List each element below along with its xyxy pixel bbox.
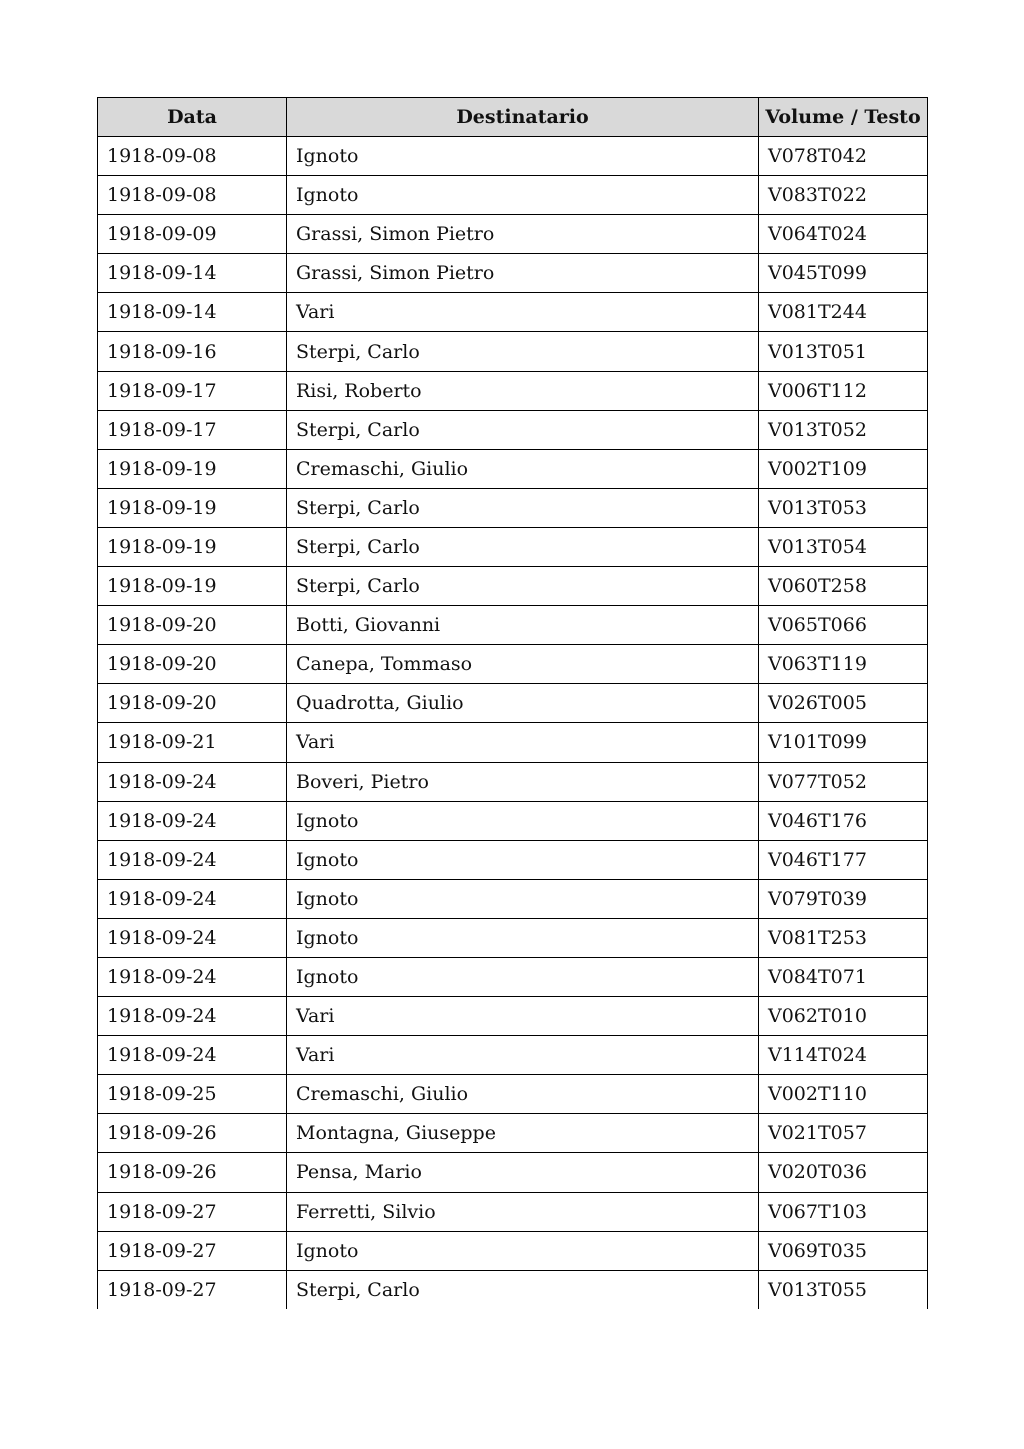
cell-volume-text: V067T103 [759, 1192, 928, 1231]
cell-volume-text: V064T024 [759, 215, 928, 254]
table-row [98, 1231, 928, 1270]
cell-date: 1918-09-27 [98, 1270, 287, 1309]
cell-volume-text: V013T053 [759, 488, 928, 527]
table-row [98, 1270, 928, 1309]
cell-volume-text: V101T099 [759, 723, 928, 762]
cell-volume-text: V013T052 [759, 410, 928, 449]
table-row [98, 1036, 928, 1075]
cell-date: 1918-09-20 [98, 684, 287, 723]
table-row [98, 957, 928, 996]
cell-volume-text: V081T253 [759, 918, 928, 957]
cell-volume-text: V084T071 [759, 957, 928, 996]
cell-volume-text: V002T110 [759, 1075, 928, 1114]
table-row [98, 1114, 928, 1153]
cell-recipient: Ignoto [287, 137, 759, 176]
cell-date: 1918-09-21 [98, 723, 287, 762]
cell-recipient: Pensa, Mario [287, 1153, 759, 1192]
cell-volume-text: V013T054 [759, 527, 928, 566]
cell-date: 1918-09-19 [98, 527, 287, 566]
cell-volume-text: V006T112 [759, 371, 928, 410]
cell-recipient: Sterpi, Carlo [287, 527, 759, 566]
cell-date: 1918-09-24 [98, 762, 287, 801]
cell-date: 1918-09-26 [98, 1153, 287, 1192]
cell-recipient: Quadrotta, Giulio [287, 684, 759, 723]
table-row [98, 410, 928, 449]
table-row [98, 567, 928, 606]
cell-volume-text: V020T036 [759, 1153, 928, 1192]
table-row [98, 645, 928, 684]
cell-recipient: Sterpi, Carlo [287, 488, 759, 527]
table-row [98, 215, 928, 254]
table-row [98, 762, 928, 801]
cell-volume-text: V077T052 [759, 762, 928, 801]
table-row [98, 879, 928, 918]
cell-volume-text: V045T099 [759, 254, 928, 293]
cell-recipient: Vari [287, 997, 759, 1036]
header-volume-testo: Volume / Testo [759, 98, 928, 137]
cell-recipient: Montagna, Giuseppe [287, 1114, 759, 1153]
table-row [98, 606, 928, 645]
cell-date: 1918-09-20 [98, 645, 287, 684]
table-row [98, 723, 928, 762]
table-header-row [98, 98, 928, 137]
table-row [98, 293, 928, 332]
cell-recipient: Boveri, Pietro [287, 762, 759, 801]
header-destinatario: Destinatario [287, 98, 759, 137]
cell-recipient: Vari [287, 293, 759, 332]
cell-recipient: Sterpi, Carlo [287, 567, 759, 606]
cell-recipient: Ignoto [287, 1231, 759, 1270]
cell-date: 1918-09-17 [98, 371, 287, 410]
cell-volume-text: V013T055 [759, 1270, 928, 1309]
table-row [98, 488, 928, 527]
cell-date: 1918-09-24 [98, 997, 287, 1036]
cell-recipient: Ignoto [287, 957, 759, 996]
cell-recipient: Ignoto [287, 918, 759, 957]
cell-volume-text: V069T035 [759, 1231, 928, 1270]
table-row [98, 1192, 928, 1231]
cell-date: 1918-09-19 [98, 488, 287, 527]
table-row [98, 449, 928, 488]
cell-recipient: Grassi, Simon Pietro [287, 254, 759, 293]
cell-date: 1918-09-24 [98, 918, 287, 957]
table-row [98, 997, 928, 1036]
cell-volume-text: V013T051 [759, 332, 928, 371]
table-row [98, 684, 928, 723]
cell-volume-text: V046T176 [759, 801, 928, 840]
cell-recipient: Ignoto [287, 176, 759, 215]
cell-volume-text: V062T010 [759, 997, 928, 1036]
letters-table [97, 97, 928, 1309]
cell-volume-text: V078T042 [759, 137, 928, 176]
cell-recipient: Ignoto [287, 801, 759, 840]
cell-recipient: Sterpi, Carlo [287, 332, 759, 371]
cell-recipient: Ignoto [287, 840, 759, 879]
cell-recipient: Risi, Roberto [287, 371, 759, 410]
cell-date: 1918-09-17 [98, 410, 287, 449]
table-row [98, 527, 928, 566]
cell-date: 1918-09-20 [98, 606, 287, 645]
cell-date: 1918-09-16 [98, 332, 287, 371]
cell-recipient: Vari [287, 1036, 759, 1075]
table-body [98, 137, 928, 1310]
cell-volume-text: V002T109 [759, 449, 928, 488]
table-row [98, 371, 928, 410]
cell-volume-text: V060T258 [759, 567, 928, 606]
cell-date: 1918-09-24 [98, 840, 287, 879]
cell-volume-text: V021T057 [759, 1114, 928, 1153]
cell-volume-text: V026T005 [759, 684, 928, 723]
cell-date: 1918-09-24 [98, 957, 287, 996]
cell-volume-text: V079T039 [759, 879, 928, 918]
table-row [98, 137, 928, 176]
cell-volume-text: V046T177 [759, 840, 928, 879]
cell-date: 1918-09-19 [98, 567, 287, 606]
table-row [98, 176, 928, 215]
cell-date: 1918-09-24 [98, 879, 287, 918]
cell-date: 1918-09-27 [98, 1231, 287, 1270]
table-row [98, 254, 928, 293]
cell-date: 1918-09-14 [98, 254, 287, 293]
cell-date: 1918-09-19 [98, 449, 287, 488]
cell-date: 1918-09-08 [98, 176, 287, 215]
cell-recipient: Sterpi, Carlo [287, 410, 759, 449]
cell-recipient: Grassi, Simon Pietro [287, 215, 759, 254]
cell-date: 1918-09-25 [98, 1075, 287, 1114]
cell-recipient: Cremaschi, Giulio [287, 1075, 759, 1114]
cell-volume-text: V065T066 [759, 606, 928, 645]
table-row [98, 918, 928, 957]
cell-recipient: Ignoto [287, 879, 759, 918]
table-row [98, 801, 928, 840]
cell-recipient: Sterpi, Carlo [287, 1270, 759, 1309]
header-data: Data [98, 98, 287, 137]
cell-recipient: Ferretti, Silvio [287, 1192, 759, 1231]
cell-date: 1918-09-27 [98, 1192, 287, 1231]
cell-date: 1918-09-09 [98, 215, 287, 254]
cell-recipient: Botti, Giovanni [287, 606, 759, 645]
table-row [98, 840, 928, 879]
cell-volume-text: V063T119 [759, 645, 928, 684]
cell-date: 1918-09-26 [98, 1114, 287, 1153]
cell-recipient: Vari [287, 723, 759, 762]
cell-date: 1918-09-24 [98, 1036, 287, 1075]
cell-recipient: Canepa, Tommaso [287, 645, 759, 684]
letters-table-container [97, 97, 927, 1309]
cell-volume-text: V083T022 [759, 176, 928, 215]
cell-date: 1918-09-14 [98, 293, 287, 332]
cell-volume-text: V081T244 [759, 293, 928, 332]
cell-date: 1918-09-08 [98, 137, 287, 176]
table-row [98, 332, 928, 371]
table-row [98, 1075, 928, 1114]
table-row [98, 1153, 928, 1192]
cell-date: 1918-09-24 [98, 801, 287, 840]
cell-recipient: Cremaschi, Giulio [287, 449, 759, 488]
cell-volume-text: V114T024 [759, 1036, 928, 1075]
